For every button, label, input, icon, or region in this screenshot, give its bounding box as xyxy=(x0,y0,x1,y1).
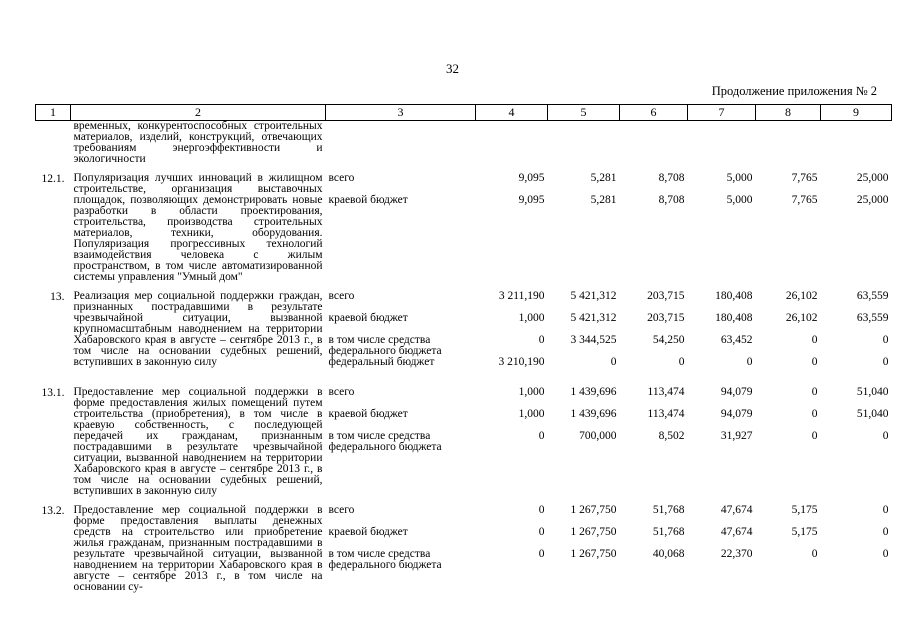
value-cell xyxy=(688,291,756,379)
value: 113,474 xyxy=(647,386,685,398)
funding-source-label: всего xyxy=(328,290,355,302)
value-cell xyxy=(620,387,688,497)
measure-row xyxy=(36,173,892,283)
header-cell: 8 xyxy=(756,105,821,121)
funding-source-cell xyxy=(326,291,476,379)
measure-row xyxy=(36,387,892,497)
funding-source-label: всего xyxy=(328,504,355,516)
value-cell xyxy=(548,173,620,283)
value: 0 xyxy=(811,334,818,346)
value-cell xyxy=(756,387,821,497)
value: 5,000 xyxy=(726,194,753,206)
value: 0 xyxy=(538,526,545,538)
value: 1 267,750 xyxy=(570,504,617,516)
value: 700,000 xyxy=(579,430,617,442)
value: 26,102 xyxy=(785,290,818,302)
value-cell xyxy=(548,387,620,497)
page-number: 32 xyxy=(446,61,459,76)
funding-source-cell xyxy=(326,387,476,497)
funding-source-label: краевой бюджет xyxy=(328,408,408,420)
value-cell xyxy=(548,505,620,593)
header-cell: 6 xyxy=(620,105,688,121)
value: 3 210,190 xyxy=(498,356,545,368)
header-cell: 9 xyxy=(821,105,892,121)
value: 0 xyxy=(538,430,545,442)
funding-source-label: краевой бюджет xyxy=(328,312,408,324)
continuation-label: Продолжение приложения № 2 xyxy=(711,84,877,98)
header-cell: 5 xyxy=(548,105,620,121)
value: 40,068 xyxy=(652,548,685,560)
funding-source-label: федеральный бюджет xyxy=(328,356,435,368)
funding-source-label: всего xyxy=(328,386,355,398)
value-cell xyxy=(620,505,688,593)
measure-number: 13. xyxy=(50,291,65,303)
value: 51,768 xyxy=(652,504,685,516)
value-cell xyxy=(620,173,688,283)
value-cell xyxy=(821,173,892,283)
value: 1,000 xyxy=(518,312,545,324)
value-cell xyxy=(548,291,620,379)
value-cell xyxy=(688,505,756,593)
value: 0 xyxy=(746,356,753,368)
value-cell xyxy=(821,291,892,379)
header-cell: 4 xyxy=(476,105,548,121)
value-cell xyxy=(821,505,892,593)
value: 0 xyxy=(811,386,818,398)
value: 0 xyxy=(811,430,818,442)
value: 51,768 xyxy=(652,526,685,538)
value: 54,250 xyxy=(652,334,685,346)
value: 0 xyxy=(882,504,889,516)
value: 3 211,190 xyxy=(498,290,545,302)
value: 0 xyxy=(882,430,889,442)
value: 1 439,696 xyxy=(570,386,617,398)
value: 0 xyxy=(811,356,818,368)
value: 63,559 xyxy=(856,312,889,324)
measure-row xyxy=(36,291,892,379)
value: 180,408 xyxy=(715,312,753,324)
value: 0 xyxy=(538,548,545,560)
value: 8,708 xyxy=(658,172,685,184)
header-cell: 3 xyxy=(326,105,476,121)
funding-source-label: всего xyxy=(328,172,355,184)
value-cell xyxy=(821,387,892,497)
value: 94,079 xyxy=(720,408,753,420)
value: 0 xyxy=(538,334,545,346)
value: 0 xyxy=(538,504,545,516)
value: 0 xyxy=(882,548,889,560)
value: 1 267,750 xyxy=(570,526,617,538)
value: 22,370 xyxy=(720,548,753,560)
intro-text: временных, конкурентоспособных строительных материалов, изделий, конструкций, отвечающих требованиям энергоэффективности и экологичности xyxy=(73,120,323,165)
value: 3 344,525 xyxy=(570,334,617,346)
value: 9,095 xyxy=(518,172,545,184)
value: 5 421,312 xyxy=(570,312,617,324)
funding-source-label: в том числе средства федерального бюджета xyxy=(328,548,442,571)
measure-description: Предоставление мер социальной поддержки в форме предоставления жилых помещений путем строительства (приобретения), в том числе в краевую собственность, с последующей передачей их гражданам, признанным пострадавшими в результате чрезвычайной ситуации, вызванной наводнением на территории Хабаровского края в августе – сентябре 2013 г., в том числе на основании судебных решений, вступивших в законную силу xyxy=(73,386,323,497)
measure-description: Популяризация лучших инноваций в жилищном строительстве, организация выставочных площадок, позволяющих демонстрировать новые разработки в области проектирования, строительства, производства строительных материалов, техники, оборудования. Популяризация прогрессивных технологий взаимодействия человека с жилым пространством, в том числе автоматизированной системы управления "Умный дом" xyxy=(73,172,323,283)
value: 63,452 xyxy=(720,334,753,346)
value-cell xyxy=(620,291,688,379)
value: 0 xyxy=(678,356,685,368)
appendix-table xyxy=(35,104,892,593)
measure-row xyxy=(36,505,892,593)
value: 25,000 xyxy=(856,172,889,184)
value-cell xyxy=(756,173,821,283)
value: 0 xyxy=(811,408,818,420)
value: 1,000 xyxy=(518,408,545,420)
value-cell xyxy=(688,387,756,497)
header-row xyxy=(36,105,892,121)
measure-number: 12.1. xyxy=(41,173,65,185)
intro-row xyxy=(36,121,892,166)
value: 51,040 xyxy=(856,408,889,420)
value: 180,408 xyxy=(715,290,753,302)
value-cell xyxy=(756,505,821,593)
measure-number: 13.2. xyxy=(41,505,65,517)
value: 0 xyxy=(882,526,889,538)
funding-source-label: краевой бюджет xyxy=(328,526,408,538)
value: 9,095 xyxy=(518,194,545,206)
value: 5,175 xyxy=(791,526,818,538)
value: 1 267,750 xyxy=(570,548,617,560)
value-cell xyxy=(476,291,548,379)
value: 7,765 xyxy=(791,194,818,206)
value: 25,000 xyxy=(856,194,889,206)
value: 203,715 xyxy=(647,312,685,324)
value: 94,079 xyxy=(720,386,753,398)
value-cell xyxy=(756,291,821,379)
value: 8,708 xyxy=(658,194,685,206)
value: 63,559 xyxy=(856,290,889,302)
value: 47,674 xyxy=(720,526,753,538)
value: 0 xyxy=(610,356,617,368)
value: 31,927 xyxy=(720,430,753,442)
measure-description: Предоставление мер социальной поддержки в форме предоставления выплаты денежных средств на строительство или приобретение жилья гражданам, признанным пострадавшими в результате чрезвычайной ситуации, вызванной наводнением на территории Хабаровского края в августе – сентябре 2013 г., в том числе на основании су- xyxy=(73,504,323,593)
funding-source-label: в том числе средства федерального бюджета xyxy=(328,334,442,357)
value: 8,502 xyxy=(658,430,685,442)
value: 7,765 xyxy=(791,172,818,184)
value-cell xyxy=(476,387,548,497)
value: 1 439,696 xyxy=(570,408,617,420)
value: 203,715 xyxy=(647,290,685,302)
header-cell: 1 xyxy=(36,105,71,121)
value: 1,000 xyxy=(518,386,545,398)
header-cell: 7 xyxy=(688,105,756,121)
value: 5,000 xyxy=(726,172,753,184)
value: 5,281 xyxy=(590,172,617,184)
value: 113,474 xyxy=(647,408,685,420)
funding-source-cell xyxy=(326,505,476,593)
value-cell xyxy=(476,173,548,283)
value: 5,281 xyxy=(590,194,617,206)
measure-description: Реализация мер социальной поддержки граждан, признанных пострадавшими в результате чрезвычайной ситуации, вызванной крупномасштабным наводнением на территории Хабаровского края в августе – сентябре 2013 г., в том числе на основании судебных решений, вступивших в законную силу xyxy=(73,290,323,368)
value-cell xyxy=(476,505,548,593)
value: 47,674 xyxy=(720,504,753,516)
value: 5 421,312 xyxy=(570,290,617,302)
value-cell xyxy=(688,173,756,283)
value: 0 xyxy=(811,548,818,560)
value: 51,040 xyxy=(856,386,889,398)
header-cell: 2 xyxy=(71,105,326,121)
value: 5,175 xyxy=(791,504,818,516)
funding-source-label: краевой бюджет xyxy=(328,194,408,206)
funding-source-label: в том числе средства федерального бюджета xyxy=(328,430,442,453)
value: 26,102 xyxy=(785,312,818,324)
measure-number: 13.1. xyxy=(41,387,65,399)
value: 0 xyxy=(882,356,889,368)
funding-source-cell xyxy=(326,173,476,283)
value: 0 xyxy=(882,334,889,346)
